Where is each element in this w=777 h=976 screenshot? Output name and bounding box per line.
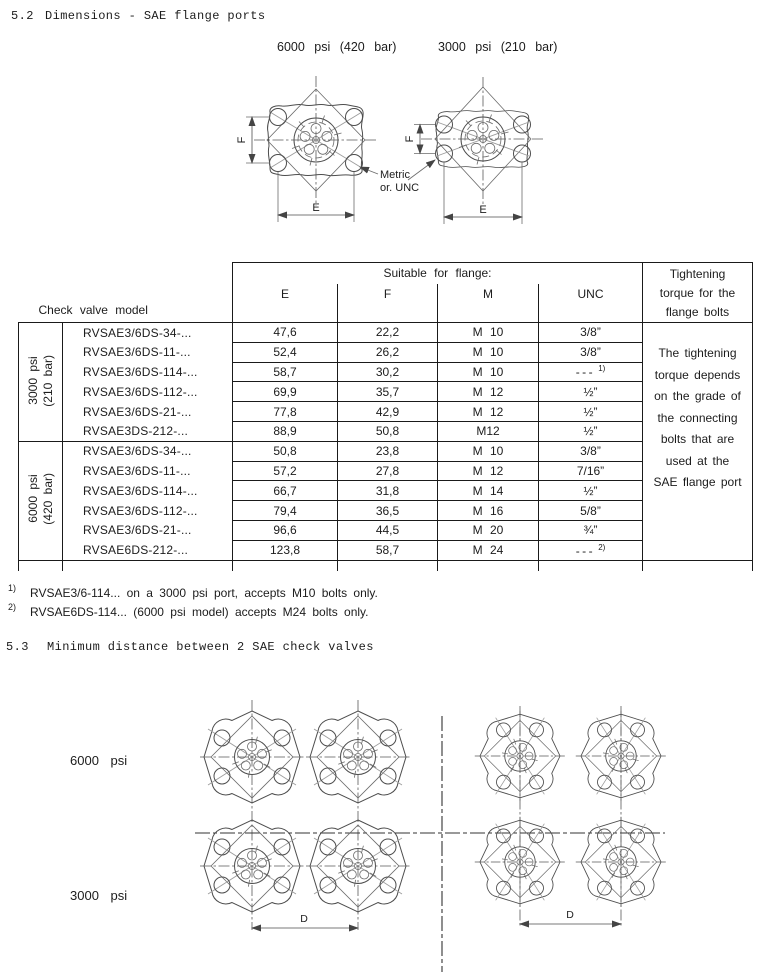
model-cell: RVSAE6DS-212-... — [63, 540, 233, 560]
unc-value-cell: ½” — [539, 481, 643, 501]
section-53-heading — [6, 640, 374, 654]
m-value-cell: M 12 — [438, 402, 539, 422]
sae-flange-drawing-3000psi — [404, 77, 545, 224]
table-row — [19, 323, 753, 343]
unc-value-cell: ½” — [539, 382, 643, 402]
e-value-cell: 57,2 — [233, 461, 338, 481]
m-value-cell: M 12 — [438, 382, 539, 402]
f-value-cell: 22,2 — [338, 323, 438, 343]
metric-note-line1: Metric — [380, 169, 410, 181]
model-cell: RVSAE3/6DS-11-... — [63, 461, 233, 481]
section-number: 5.3 — [6, 640, 29, 654]
f-value-cell: 42,9 — [338, 402, 438, 422]
f-value-cell: 36,5 — [338, 501, 438, 521]
section-title: Minimum distance between 2 SAE check valves — [47, 640, 374, 654]
footnote-ref: 2) — [598, 542, 606, 552]
m-value-cell: M 10 — [438, 362, 539, 382]
check-valve-model-header: Check valve model — [19, 263, 233, 323]
unc-value-cell: ¾” — [539, 520, 643, 540]
m-value-cell: M12 — [438, 421, 539, 441]
e-value-cell: 50,8 — [233, 441, 338, 461]
min-distance-drawing — [195, 700, 666, 972]
col-header-unc: UNC — [539, 284, 643, 323]
col-header-m: M — [438, 284, 539, 323]
f-value-cell: 31,8 — [338, 481, 438, 501]
col-header-e: E — [233, 284, 338, 323]
table-row — [19, 402, 753, 422]
e-value-cell: 58,7 — [233, 362, 338, 382]
dimensions-table-wrap — [18, 262, 753, 571]
col-header-f: F — [338, 284, 438, 323]
footnote-ref: 1) — [598, 364, 606, 374]
dim-f-label: F — [236, 136, 248, 144]
unc-value-cell: 5/8” — [539, 501, 643, 521]
f-value-cell: 23,8 — [338, 441, 438, 461]
m-value-cell: M 24 — [438, 540, 539, 560]
section-52-heading — [11, 9, 265, 23]
unc-value-cell: 3/8” — [539, 342, 643, 362]
f-value-cell: 27,8 — [338, 461, 438, 481]
model-cell: RVSAE3/6DS-34-... — [63, 323, 233, 343]
table-row — [19, 501, 753, 521]
table-row — [19, 362, 753, 382]
table-row — [19, 540, 753, 560]
m-value-cell: M 10 — [438, 441, 539, 461]
table-bottom-stubs — [19, 560, 753, 571]
m-value-cell: M 20 — [438, 520, 539, 540]
e-value-cell: 66,7 — [233, 481, 338, 501]
psi-label-6000: 6000 psi — [70, 753, 128, 768]
footnote-1-text: RVSAE3/6-114... on a 3000 psi port, accepts M10 bolts only. — [30, 586, 378, 600]
m-value-cell: M 16 — [438, 501, 539, 521]
footnote-2-marker: 2) — [8, 602, 17, 612]
table-row — [19, 481, 753, 501]
model-cell: RVSAE3/6DS-34-... — [63, 441, 233, 461]
model-cell: RVSAE3/6DS-112-... — [63, 382, 233, 402]
m-value-cell: M 10 — [438, 342, 539, 362]
m-value-cell: M 12 — [438, 461, 539, 481]
dim-d-label: D — [566, 909, 574, 921]
torque-note-cell: The tightening torque depends on the grade of the connecting bolts that are used at the SAE flange port — [643, 323, 753, 561]
table-row — [19, 342, 753, 362]
section-number: 5.2 — [11, 9, 34, 23]
dim-e-label: E — [479, 204, 487, 216]
e-value-cell: 88,9 — [233, 421, 338, 441]
unc-value-cell: ½” — [539, 421, 643, 441]
e-value-cell: 123,8 — [233, 540, 338, 560]
e-value-cell: 47,6 — [233, 323, 338, 343]
dim-d-label: D — [300, 913, 308, 925]
table-row — [19, 382, 753, 402]
pressure-label-6000: 6000 psi (420 bar) — [277, 40, 397, 54]
unc-value-cell: 3/8” — [539, 441, 643, 461]
model-cell: RVSAE3/6DS-112-... — [63, 501, 233, 521]
f-value-cell: 44,5 — [338, 520, 438, 540]
f-value-cell: 50,8 — [338, 421, 438, 441]
model-cell: RVSAE3/6DS-21-... — [63, 402, 233, 422]
table-row — [19, 441, 753, 461]
pressure-group-label: 6000 psi (420 bar) — [19, 441, 63, 560]
e-value-cell: 52,4 — [233, 342, 338, 362]
table-row — [19, 421, 753, 441]
flange-dimensions-table — [18, 262, 753, 571]
model-cell: RVSAE3/6DS-21-... — [63, 520, 233, 540]
f-value-cell: 35,7 — [338, 382, 438, 402]
m-value-cell: M 14 — [438, 481, 539, 501]
m-value-cell: M 10 — [438, 323, 539, 343]
model-cell: RVSAE3DS-212-... — [63, 421, 233, 441]
unc-value-cell: ½” — [539, 402, 643, 422]
tightening-torque-header: Tightening torque for the flange bolts — [643, 263, 753, 323]
sae-flange-drawing-6000psi — [236, 76, 378, 222]
footnote-1-marker: 1) — [8, 583, 17, 593]
e-value-cell: 77,8 — [233, 402, 338, 422]
f-value-cell: 58,7 — [338, 540, 438, 560]
section-title: Dimensions - SAE flange ports — [45, 9, 266, 23]
unc-value-cell: 7/16” — [539, 461, 643, 481]
e-value-cell: 96,6 — [233, 520, 338, 540]
model-cell: RVSAE3/6DS-11-... — [63, 342, 233, 362]
model-cell: RVSAE3/6DS-114-... — [63, 481, 233, 501]
footnote-2-text: RVSAE6DS-114... (6000 psi model) accepts M24 bolts only. — [30, 605, 369, 619]
e-value-cell: 69,9 — [233, 382, 338, 402]
unc-value-cell: --- $^{2)}$ — [539, 540, 643, 560]
table-row — [19, 520, 753, 540]
metric-unc-callout — [360, 160, 435, 194]
metric-note-line2: or. UNC — [380, 182, 420, 194]
flange-table-body — [19, 263, 753, 571]
psi-label-3000: 3000 psi — [70, 888, 128, 903]
pressure-group-label: 3000 psi (210 bar) — [19, 323, 63, 442]
unc-value-cell: --- $^{1)}$ — [539, 362, 643, 382]
dim-f-label: F — [404, 135, 416, 143]
pressure-label-3000: 3000 psi (210 bar) — [438, 40, 558, 54]
e-value-cell: 79,4 — [233, 501, 338, 521]
unc-value-cell: 3/8” — [539, 323, 643, 343]
f-value-cell: 30,2 — [338, 362, 438, 382]
f-value-cell: 26,2 — [338, 342, 438, 362]
model-cell: RVSAE3/6DS-114-... — [63, 362, 233, 382]
suitable-for-flange-header: Suitable for flange: — [233, 263, 643, 284]
table-row — [19, 461, 753, 481]
dim-e-label: E — [312, 202, 320, 214]
